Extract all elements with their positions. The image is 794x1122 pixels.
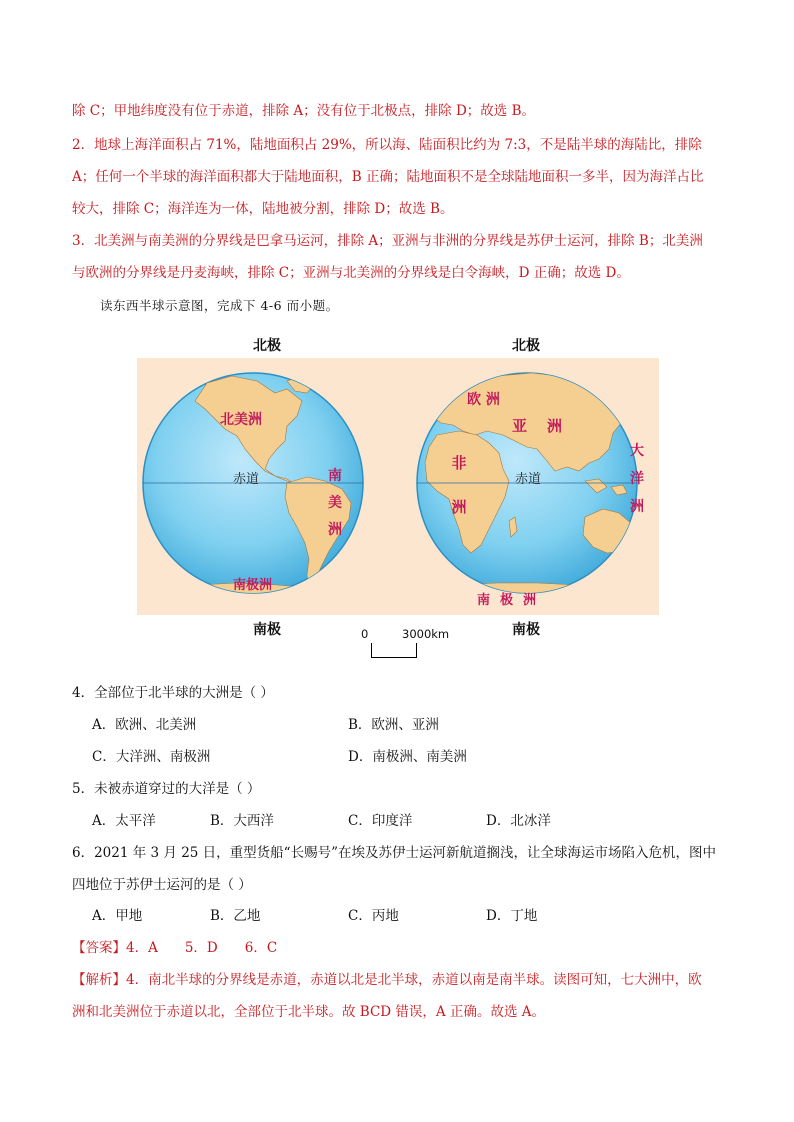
option-4d: D．南极洲、南美洲 bbox=[348, 749, 467, 765]
option-5a: A．太平洋 bbox=[92, 813, 156, 829]
option-5b: B．大西洋 bbox=[210, 813, 274, 829]
scale-zero: 0 bbox=[361, 627, 369, 641]
reading-prompt: 读东西半球示意图，完成下 4-6 而小题。 bbox=[100, 298, 339, 313]
oceania-label: 大 洋 洲 bbox=[630, 443, 644, 515]
question-5: 5．未被赤道穿过的大洋是（ ） bbox=[72, 781, 261, 797]
equator-label-east: 赤道 bbox=[515, 472, 542, 487]
north-pole-label-east: 北极 bbox=[512, 338, 540, 354]
option-5d: D．北冰洋 bbox=[486, 813, 551, 829]
europe-label: 欧 洲 bbox=[467, 392, 500, 408]
antarctica-label-east: 南极洲 bbox=[477, 593, 547, 608]
option-6d: D．丁地 bbox=[486, 908, 538, 924]
explanation-line: 3．北美洲与南美洲的分界线是巴拿马运河，排除 A；亚洲与非洲的分界线是苏伊士运河，排除 B；北美洲 bbox=[72, 233, 703, 249]
explanation-line: A；任何一个半球的海洋面积都大于陆地面积，B 正确；陆地面积不是全球陆地面积一多半，因为海洋占比 bbox=[72, 169, 704, 185]
option-5c: C．印度洋 bbox=[348, 813, 413, 829]
analysis-line: 洲和北美洲位于赤道以北，全部位于北半球。故 BCD 错误，A 正确。故选 A。 bbox=[72, 1004, 545, 1020]
option-6c: C．丙地 bbox=[348, 908, 399, 924]
option-4c: C．大洋洲、南极洲 bbox=[92, 749, 211, 765]
option-4b: B．欧洲、亚洲 bbox=[348, 717, 439, 733]
south-america-label: 南 美 洲 bbox=[328, 468, 342, 538]
answer-key: 【答案】4．A 5．D 6．C bbox=[72, 940, 278, 956]
option-6b: B．乙地 bbox=[210, 908, 261, 924]
antarctica-label-west: 南极洲 bbox=[233, 578, 273, 593]
asia-label: 亚洲 bbox=[512, 417, 583, 435]
south-pole-label-west: 南极 bbox=[253, 622, 281, 638]
scale-distance: 3000km bbox=[402, 627, 450, 641]
hemispheres-map bbox=[137, 331, 659, 641]
north-america-label: 北美洲 bbox=[220, 412, 262, 428]
analysis-line: 【解析】4．南北半球的分界线是赤道，赤道以北是北半球，赤道以南是南半球。读图可知，七大洲中，欧 bbox=[72, 972, 702, 988]
question-6-line1: 6．2021 年 3 月 25 日，重型货船“长赐号”在埃及苏伊士运河新航道搁浅，让全球海运市场陷入危机，图中 bbox=[72, 845, 716, 861]
option-6a: A．甲地 bbox=[92, 908, 143, 924]
explanation-line: 2．地球上海洋面积占 71%，陆地面积占 29%，所以海、陆面积比约为 7:3，不是陆半球的海陆比，排除 bbox=[72, 137, 702, 153]
option-4a: A．欧洲、北美洲 bbox=[92, 717, 197, 733]
explanation-line: 较大，排除 C；海洋连为一体，陆地被分割，排除 D；故选 B。 bbox=[72, 201, 454, 217]
equator-label-west: 赤道 bbox=[233, 472, 260, 487]
south-pole-label-east: 南极 bbox=[512, 622, 540, 638]
question-6-line2: 四地位于苏伊士运河的是（ ） bbox=[72, 877, 252, 893]
scale-bar bbox=[371, 643, 417, 658]
africa-label: 非 洲 bbox=[451, 454, 467, 516]
question-4: 4．全部位于北半球的大洲是（ ） bbox=[72, 685, 274, 701]
explanation-line: 与欧洲的分界线是丹麦海峡，排除 C；亚洲与北美洲的分界线是白令海峡，D 正确；故选 D。 bbox=[72, 265, 630, 281]
explanation-line: 除 C；甲地纬度没有位于赤道，排除 A；没有位于北极点，排除 D；故选 B。 bbox=[72, 103, 535, 119]
north-pole-label-west: 北极 bbox=[253, 338, 281, 354]
